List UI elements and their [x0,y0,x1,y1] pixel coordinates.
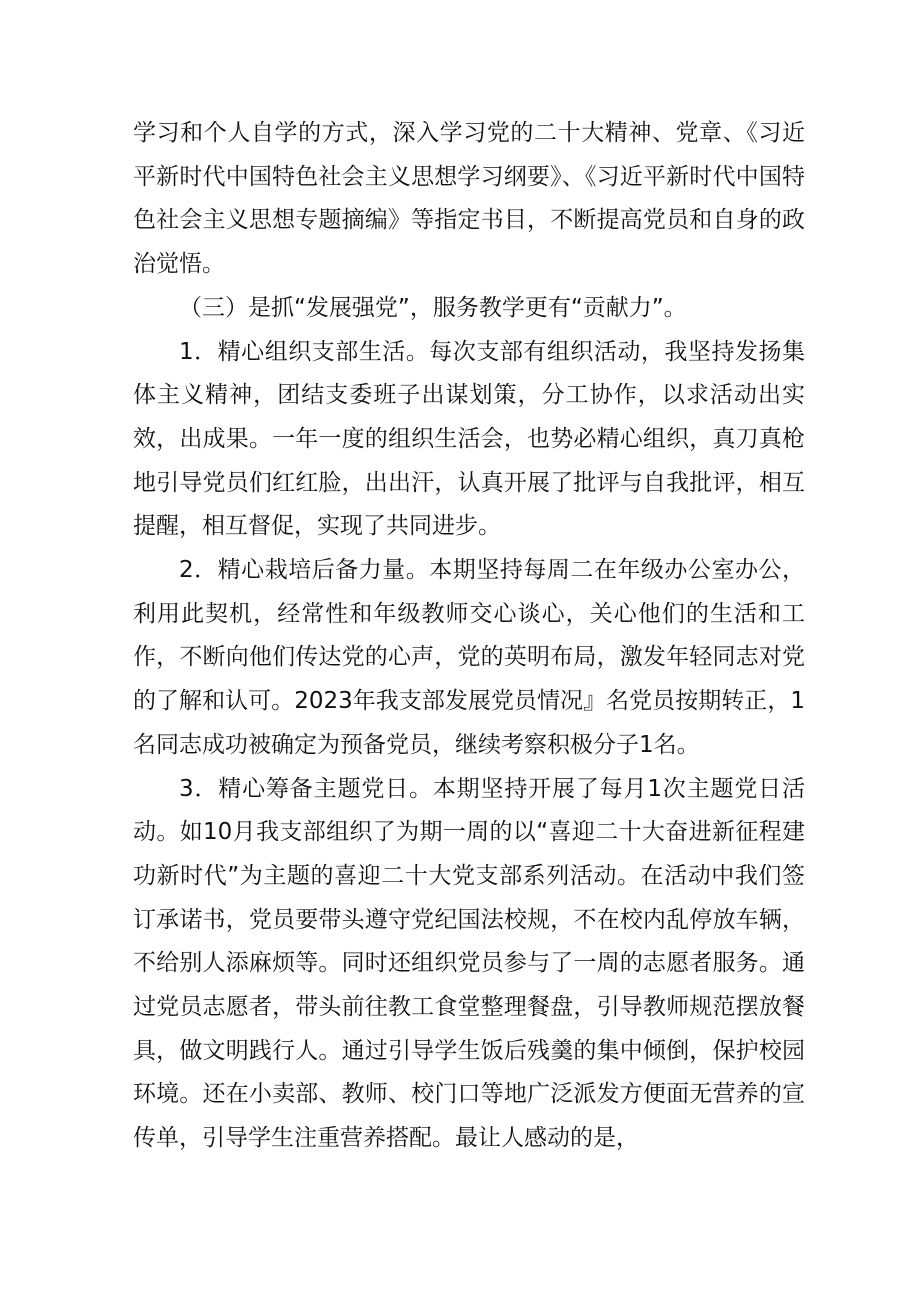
paragraph-item-1: 1．精心组织支部生活。每次支部有组织活动，我坚持发扬集体主义精神，团结支委班子出谋划策，分工协作，以求活动出实效，出成果。一年一度的组织生活会，也势必精心组织，真刀真枪地引导党员们红红脸，出出汗，认真开展了批评与自我批评，相互提醒，相互督促，实现了共同进步。 [133,338,805,540]
paragraph-item-2: 2．精心栽培后备力量。本期坚持每周二在年级办公室办公，利用此契机，经常性和年级教师交心谈心，关心他们的生活和工作，不断向他们传达党的心声，党的英明布局，激发年轻同志对党的了解和认可。2023年我支部发展党员情况』名党员按期转正，1名同志成功被确定为预备党员，继续考察积极分子1名。 [133,557,805,758]
paragraph-study-continuation: 学习和个人自学的方式，深入学习党的二十大精神、党章、《习近平新时代中国特色社会主义思想学习纲要》、《习近平新时代中国特色社会主义思想专题摘编》等指定书目，不断提高党员和自身的政治觉悟。 [133,120,805,278]
paragraph-item-3: 3．精心筹备主题党日。本期坚持开展了每月1次主题党日活动。如10月我支部组织了为期一周的以“喜迎二十大奋进新征程建功新时代”为主题的喜迎二十大党支部系列活动。在活动中我们签订承诺书，党员要带头遵守党纪国法校规，不在校内乱停放车辆，不给别人添麻烦等。同时还组织党员参与了一周的志愿者服务。通过党员志愿者，带头前往教工食堂整理餐盘，引导教师规范摆放餐具，做文明践行人。通过引导学生饭后残羹的集中倾倒，保护校园环境。还在小卖部、教师、校门口等地广泛派发方便面无营养的宣传单，引导学生注重营养搭配。最让人感动的是， [133,775,805,1152]
section-heading-three: （三）是抓“发展强党”，服务教学更有“贡献力”。 [179,294,687,321]
document-body [133,112,805,1161]
